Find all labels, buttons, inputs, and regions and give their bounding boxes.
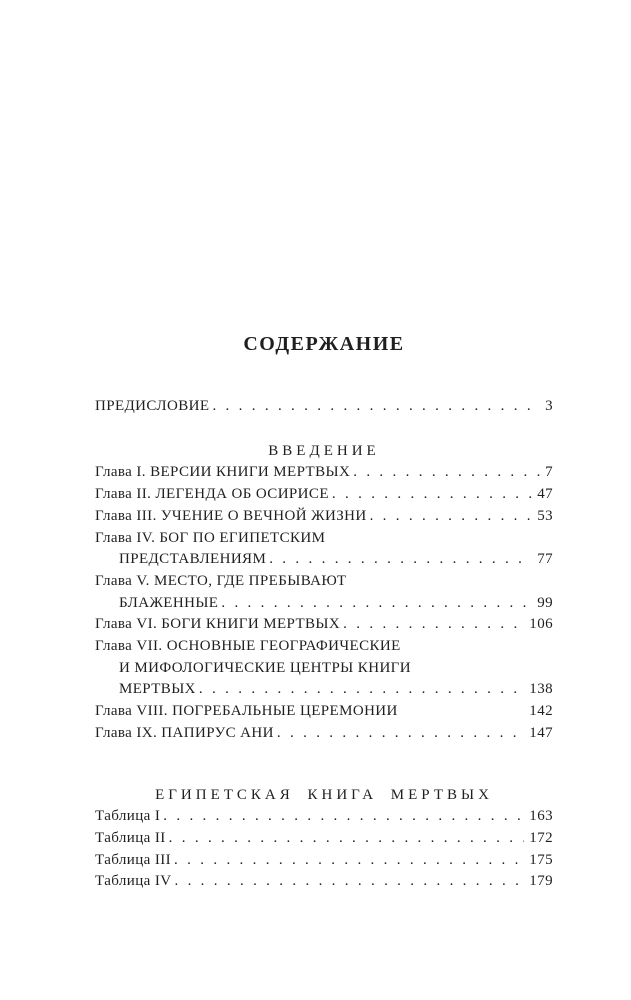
page-number: 142 xyxy=(529,703,553,720)
dot-leader xyxy=(163,806,524,828)
toc-entry xyxy=(95,571,553,593)
toc-entry xyxy=(95,850,553,872)
toc-entry-text: Таблица III xyxy=(95,851,172,868)
page-number: 77 xyxy=(537,551,553,568)
toc-entry xyxy=(95,871,553,893)
dot-leader xyxy=(199,679,524,701)
toc-entry xyxy=(95,506,553,528)
toc-entry-text: Таблица I xyxy=(95,808,161,825)
toc-entry-text: Глава IV. БОГ ПО ЕГИПЕТСКИМ xyxy=(95,529,326,546)
dot-leader xyxy=(174,850,524,872)
toc-entry xyxy=(95,614,553,636)
toc-entry xyxy=(95,484,553,506)
page-number: 47 xyxy=(537,486,553,503)
toc-entry-text: Глава VII. ОСНОВНЫЕ ГЕОГРАФИЧЕСКИЕ xyxy=(95,638,401,655)
toc-entry-continuation xyxy=(95,549,553,571)
page-number: 53 xyxy=(537,507,553,524)
toc-entry xyxy=(95,828,553,850)
toc-entry-text: Глава III. УЧЕНИЕ О ВЕЧНОЙ ЖИЗНИ xyxy=(95,507,367,524)
page-number: 3 xyxy=(545,398,553,414)
dot-leader xyxy=(343,614,524,636)
dot-leader xyxy=(353,462,540,484)
toc-entry-continuation xyxy=(95,658,553,680)
dot-leader xyxy=(174,871,524,893)
toc-entry-text: Глава V. МЕСТО, ГДЕ ПРЕБЫВАЮТ xyxy=(95,572,347,589)
toc-entry-text: ПРЕДСТАВЛЕНИЯМ xyxy=(119,551,267,568)
toc-entry xyxy=(95,723,553,745)
toc-entry-text: Таблица IV xyxy=(95,873,172,890)
page-number: 163 xyxy=(529,808,553,825)
toc-entry xyxy=(95,701,553,723)
dot-leader xyxy=(332,484,532,506)
page-number: 99 xyxy=(537,594,553,611)
contents-heading: СОДЕРЖАНИЕ xyxy=(243,333,405,355)
dot-leader xyxy=(169,828,525,850)
toc-entry-text: Глава II. ЛЕГЕНДА ОБ ОСИРИСЕ xyxy=(95,486,329,503)
toc-entry xyxy=(95,636,553,658)
dot-leader xyxy=(269,549,532,571)
toc-entry xyxy=(95,528,553,550)
page-number: 175 xyxy=(529,851,553,868)
page-number: 106 xyxy=(529,616,553,633)
toc-entry-text: Глава VI. БОГИ КНИГИ МЕРТВЫХ xyxy=(95,616,341,633)
page-number: 147 xyxy=(529,724,553,741)
toc-entry-text: МЕРТВЫХ xyxy=(119,681,196,698)
contents-block xyxy=(95,0,553,893)
dot-leader xyxy=(277,723,524,745)
page-number: 138 xyxy=(529,681,553,698)
toc-entry-continuation xyxy=(95,593,553,615)
toc-entry-text: Глава IX. ПАПИРУС АНИ xyxy=(95,724,274,741)
toc-entry-text: Глава I. ВЕРСИИ КНИГИ МЕРТВЫХ xyxy=(95,464,351,481)
section-heading-book: ЕГИПЕТСКАЯ КНИГА МЕРТВЫХ xyxy=(155,786,493,803)
dot-leader xyxy=(212,396,540,418)
page-number: 172 xyxy=(529,829,553,846)
section-heading-intro: ВВЕДЕНИЕ xyxy=(268,442,380,459)
toc-entry xyxy=(95,462,553,484)
dot-leader xyxy=(370,506,533,528)
toc-entry-text: Таблица II xyxy=(95,829,166,846)
toc-entry-continuation xyxy=(95,679,553,701)
page-number: 7 xyxy=(545,464,553,481)
dot-leader xyxy=(221,593,532,615)
toc-entry-text: БЛАЖЕННЫЕ xyxy=(119,594,219,611)
toc-entry xyxy=(95,806,553,828)
page-number: 179 xyxy=(529,873,553,890)
toc-entry-text: Глава VIII. ПОГРЕБАЛЬНЫЕ ЦЕРЕМОНИИ xyxy=(95,703,398,720)
toc-entry-text: И МИФОЛОГИЧЕСКИЕ ЦЕНТРЫ КНИГИ xyxy=(119,659,411,676)
toc-entry-preface xyxy=(95,396,553,418)
toc-entry-text: ПРЕДИСЛОВИЕ xyxy=(95,398,210,414)
